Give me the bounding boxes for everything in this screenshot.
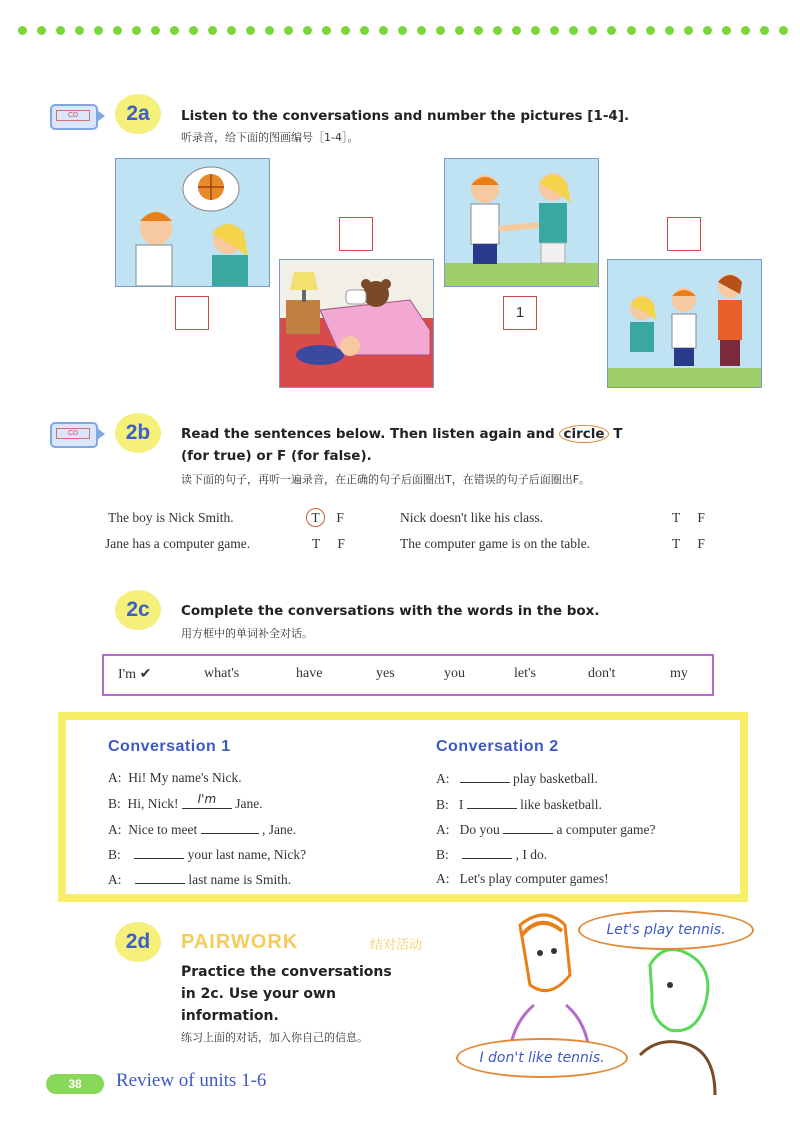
border-dot: [760, 26, 769, 35]
answer-box-4[interactable]: [667, 217, 701, 251]
border-dot: [779, 26, 788, 35]
answer-box-2[interactable]: [339, 217, 373, 251]
instruction-2c: Complete the conversations with the words in the box.: [181, 603, 600, 619]
blank-input[interactable]: [135, 871, 185, 884]
picture-three-kids: [607, 259, 762, 388]
border-dot: [588, 26, 597, 35]
border-dot: [37, 26, 46, 35]
answer-f[interactable]: F: [336, 510, 344, 525]
section-badge-2d: 2d: [115, 922, 161, 962]
word-item: I'm ✔: [118, 667, 152, 682]
instruction-2a: Listen to the conversations and number the pictures [1-4].: [181, 108, 630, 124]
blank-input[interactable]: [460, 770, 510, 783]
word-item: don't: [588, 666, 616, 681]
instruction-2d: Practice the conversations in 2c. Use your own information.: [181, 964, 392, 1024]
border-dot: [741, 26, 750, 35]
answer-f[interactable]: F: [697, 536, 705, 551]
border-dot: [417, 26, 426, 35]
answer-t[interactable]: T: [312, 536, 321, 551]
answer-f[interactable]: F: [697, 510, 705, 525]
answer-t[interactable]: T: [672, 536, 681, 551]
instruction-2b-line2: (for true) or F (for false).: [181, 448, 372, 464]
instruction-2b: Read the sentences below. Then listen again and circle T: [181, 426, 623, 442]
tf-1: [306, 508, 344, 527]
border-dot: [208, 26, 217, 35]
sentence-4: The computer game is on the table.: [400, 536, 591, 551]
border-dot: [684, 26, 693, 35]
picture-bedroom: [279, 259, 434, 388]
instruction-2b-cn: 读下面的句子，再听一遍录音，在正确的句子后面圈出T，在错误的句子后面圈出F。: [181, 473, 591, 486]
border-dot: [379, 26, 388, 35]
border-dot: [322, 26, 331, 35]
border-dot: [436, 26, 445, 35]
border-dot: [398, 26, 407, 35]
word-item: you: [444, 666, 465, 681]
border-dot: [455, 26, 464, 35]
answer-f[interactable]: F: [337, 536, 345, 551]
border-dot: [75, 26, 84, 35]
conv1-line-1: A: Hi! My name's Nick.: [108, 770, 242, 785]
conv1-line-3: A: Nice to meet , Jane.: [108, 822, 297, 837]
word-item: my: [670, 666, 688, 681]
blank-input[interactable]: I'm: [182, 796, 232, 809]
border-dot: [56, 26, 65, 35]
word-item: what's: [204, 666, 240, 681]
speech-bubble-1: Let's play tennis.: [578, 910, 754, 950]
border-dot: [550, 26, 559, 35]
word-item: let's: [514, 666, 536, 681]
top-dot-border: [18, 26, 788, 42]
section-badge-2b: 2b: [115, 413, 161, 453]
border-dot: [151, 26, 160, 35]
border-dot: [474, 26, 483, 35]
border-dot: [665, 26, 674, 35]
conversation-1-title: Conversation 1: [108, 738, 231, 755]
speech-bubble-2: I don't like tennis.: [456, 1038, 628, 1078]
section-badge-2a: 2a: [115, 94, 161, 134]
instruction-2a-cn: 听录音，给下面的图画编号［1-4］。: [181, 131, 359, 144]
border-dot: [703, 26, 712, 35]
border-dot: [284, 26, 293, 35]
word-item: have: [296, 666, 323, 681]
border-dot: [227, 26, 236, 35]
word-box: [102, 654, 714, 696]
conv2-line-3: A: Do you a computer game?: [436, 822, 656, 837]
answer-box-3[interactable]: 1: [503, 296, 537, 330]
border-dot: [360, 26, 369, 35]
instruction-2c-cn: 用方框中的单词补全对话。: [181, 627, 313, 640]
conv1-line-2: B: Hi, Nick! I'm Jane.: [108, 792, 263, 811]
border-dot: [607, 26, 616, 35]
border-dot: [722, 26, 731, 35]
tf-4: [672, 536, 705, 552]
border-dot: [246, 26, 255, 35]
answer-t-circled[interactable]: T: [306, 508, 325, 527]
sentence-3: Nick doesn't like his class.: [400, 510, 544, 525]
page-number: 38: [46, 1074, 104, 1094]
border-dot: [113, 26, 122, 35]
pairwork-title: PAIRWORK: [181, 931, 299, 953]
conv2-line-5: A: Let's play computer games!: [436, 871, 609, 886]
blank-input[interactable]: [134, 846, 184, 859]
section-badge-2c: 2c: [115, 590, 161, 630]
picture-handshake: [444, 158, 599, 287]
pairwork-title-cn: 结对活动: [370, 938, 423, 953]
border-dot: [341, 26, 350, 35]
footer-title: Review of units 1-6: [116, 1070, 267, 1091]
circle-word: circle: [559, 425, 608, 443]
conv2-line-4: B: , I do.: [436, 847, 548, 862]
answer-box-1[interactable]: [175, 296, 209, 330]
border-dot: [627, 26, 636, 35]
picture-basketball: [115, 158, 270, 287]
sentence-1: The boy is Nick Smith.: [108, 510, 234, 525]
border-dot: [646, 26, 655, 35]
answer-t[interactable]: T: [672, 510, 681, 525]
blank-input[interactable]: [503, 821, 553, 834]
border-dot: [493, 26, 502, 35]
border-dot: [18, 26, 27, 35]
conv2-line-2: B: I like basketball.: [436, 797, 602, 812]
border-dot: [512, 26, 521, 35]
word-item: yes: [376, 666, 395, 681]
blank-input[interactable]: [201, 821, 259, 834]
border-dot: [189, 26, 198, 35]
blank-input[interactable]: [462, 846, 512, 859]
border-dot: [94, 26, 103, 35]
conv1-line-4: B: your last name, Nick?: [108, 847, 307, 862]
instruction-2d-cn: 练习上面的对话，加入你自己的信息。: [181, 1031, 368, 1044]
tf-3: [672, 510, 705, 526]
blank-input[interactable]: [467, 796, 517, 809]
border-dot: [569, 26, 578, 35]
border-dot: [303, 26, 312, 35]
cassette-icon: CD: [50, 422, 98, 448]
tf-2: [312, 536, 345, 552]
conversation-box: [58, 712, 748, 902]
border-dot: [170, 26, 179, 35]
border-dot: [265, 26, 274, 35]
cassette-icon: CD: [50, 104, 98, 130]
conv2-line-1: A: play basketball.: [436, 771, 598, 786]
border-dot: [531, 26, 540, 35]
conversation-2-title: Conversation 2: [436, 738, 559, 755]
border-dot: [132, 26, 141, 35]
conv1-line-5: A: last name is Smith.: [108, 872, 292, 887]
sentence-2: Jane has a computer game.: [105, 536, 251, 551]
